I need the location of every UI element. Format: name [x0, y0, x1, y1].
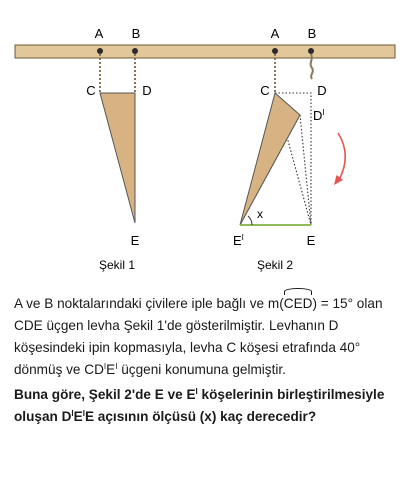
question-text: Buna göre, Şekil 2'de E ve $E^I$ köşelerinin birleştirilmesiyle oluşan $D^IE^IE$ açısının ölçüsü (x) kaç derecedir?	[14, 387, 385, 424]
dotted-line-D1-E	[300, 115, 311, 225]
label-A-2: A	[270, 26, 280, 41]
nail-B-2	[308, 48, 314, 54]
label-x: x	[257, 207, 263, 221]
label-E-1: E	[130, 233, 140, 248]
label-B-1: B	[131, 26, 141, 41]
label-D-1: D	[142, 83, 152, 98]
rotation-arrowhead	[334, 175, 343, 185]
caption-1: Şekil 1	[98, 258, 136, 272]
label-B-2: B	[307, 26, 317, 41]
nail-A-1	[97, 48, 103, 54]
rotation-arrow	[338, 133, 345, 180]
label-D1: $D^I$	[313, 108, 325, 123]
label-C-1: C	[86, 83, 96, 98]
rotated-triangle-CD1E1	[240, 93, 300, 225]
nail-A-2	[272, 48, 278, 54]
broken-rope-B-2	[311, 54, 313, 79]
label-C-2: C	[260, 83, 270, 98]
wooden-bar	[15, 45, 395, 58]
angle-x-arc	[248, 216, 252, 225]
label-A-1: A	[94, 26, 104, 41]
label-E1: $E^I$	[233, 233, 244, 248]
label-E-2: E	[306, 233, 316, 248]
label-D-2: D	[317, 83, 327, 98]
triangle-CDE-1	[100, 93, 135, 223]
nail-B-1	[132, 48, 138, 54]
problem-statement: A ve B noktalarındaki çivilere iple bağlı ve m(CED) = 15° olan CDE üçgen levha Şekil 1'de gösterilmiştir. Levhanın D köşesindeki ipin kopmasıyla, levha C köşesi etrafında 40° dönmüş ve $CD^IE^I$ üçgeni konumuna gelmiştir.	[14, 293, 406, 381]
caption-2: Şekil 2	[256, 258, 294, 272]
figure-1	[86, 26, 151, 272]
figure-2	[233, 26, 345, 272]
arc-CED: CED	[284, 293, 313, 315]
